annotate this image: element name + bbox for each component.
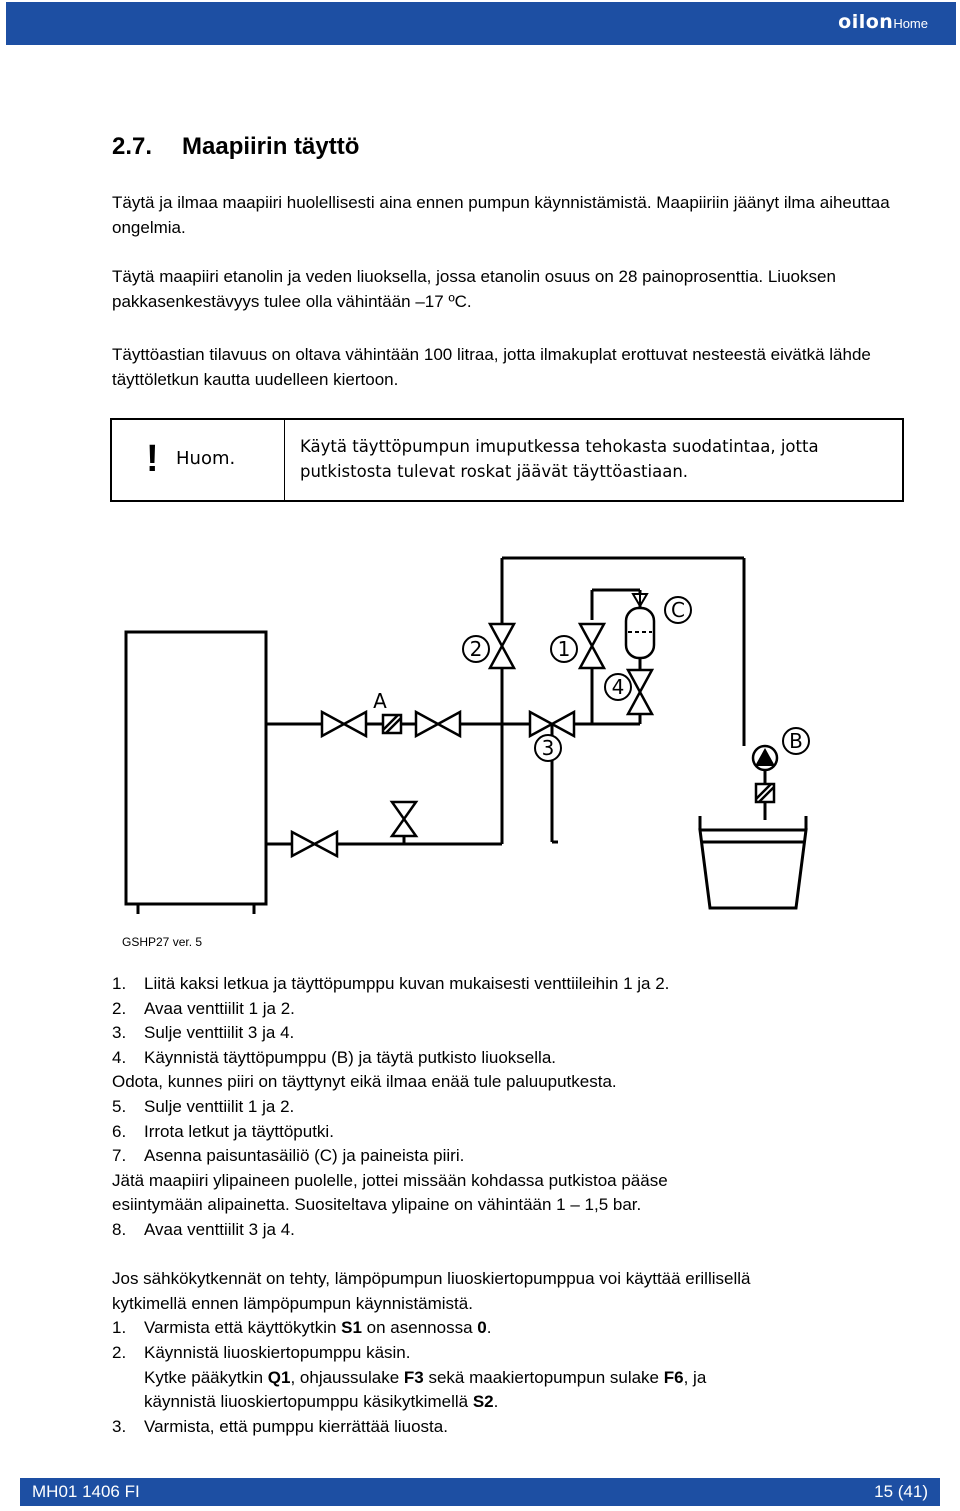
step-3: 3. Sulje venttiilit 3 ja 4. <box>112 1023 295 1043</box>
pump-b <box>753 746 777 770</box>
paragraph-3: Täyttöastian tilavuus on oltava vähintään 100 litraa, jotta ilmakuplat erottuvat nesteestä eivätkä lähde täyttöletkun kautta uudelleen kiertoon. <box>112 345 871 389</box>
note-divider <box>284 420 285 500</box>
label-valve-1: 1 <box>557 637 571 661</box>
logo-sub: Home <box>893 16 928 31</box>
extra-step-2: 2. Käynnistä liuoskiertopumppu käsin. <box>112 1342 411 1362</box>
valve-bottom-left <box>292 832 337 856</box>
valve-a-right <box>416 712 460 736</box>
header-bar <box>6 2 956 45</box>
diagram-caption: GSHP27 ver. 5 <box>122 935 203 949</box>
label-b: B <box>789 729 803 753</box>
heat-pump-unit <box>126 632 266 904</box>
valve-vertical-bottom <box>392 802 416 836</box>
step-7-continuation-2: esiintymään alipainetta. Suositeltava ylipaine on vähintään 1 – 1,5 bar. <box>112 1195 642 1215</box>
note-box <box>110 418 904 502</box>
valve-4 <box>628 670 652 714</box>
filter-a <box>383 715 401 733</box>
note-text: Käytä täyttöpumpun imuputkessa tehokasta suodatintaa, jotta putkistosta tulevat roskat jäävät täyttöastiaan. <box>300 437 819 481</box>
logo-brand: oilon <box>838 11 894 33</box>
section-number: 2.7. <box>112 133 153 160</box>
step-8: 8. Avaa venttiilit 3 ja 4. <box>112 1219 295 1239</box>
extra-intro-2: kytkimellä ennen lämpöpumpun käynnistämistä. <box>112 1293 473 1313</box>
note-label: Huom. <box>176 448 236 469</box>
valve-a-left <box>322 712 366 736</box>
label-valve-3: 3 <box>541 736 555 760</box>
filter-tank <box>756 784 774 802</box>
valve-2 <box>490 624 514 668</box>
step-7: 7. Asenna paisuntasäiliö (C) ja paineista piiri. <box>112 1146 465 1166</box>
valve-1 <box>580 624 604 668</box>
extra-step-2-continuation-2: käynnistä liuoskiertopumppu käsikytkimellä S2. <box>144 1392 499 1412</box>
step-6: 6. Irrota letkut ja täyttöputki. <box>112 1121 334 1141</box>
expansion-vessel-c <box>626 594 654 670</box>
step-5: 5. Sulje venttiilit 1 ja 2. <box>112 1096 295 1116</box>
label-a: A <box>373 689 387 713</box>
footer-bar <box>20 1478 940 1506</box>
document-code: MH01 1406 FI <box>32 1482 140 1501</box>
step-1: 1. Liitä kaksi letkua ja täyttöpumppu kuvan mukaisesti venttiileihin 1 ja 2. <box>112 974 670 993</box>
label-valve-4: 4 <box>611 675 625 699</box>
section-title <box>112 133 359 161</box>
page-number: 15 (41) <box>874 1482 928 1501</box>
step-4: 4. Käynnistä täyttöpumppu (B) ja täytä putkisto liuoksella. <box>112 1047 556 1067</box>
warning-icon: ! <box>146 438 159 480</box>
extra-step-1: 1. Varmista että käyttökytkin S1 on asennossa 0. <box>112 1318 492 1338</box>
step-7-continuation-1: Jätä maapiiri ylipaineen puolelle, jottei missään kohdassa putkistoa pääse <box>112 1170 668 1190</box>
step-2: 2. Avaa venttiilit 1 ja 2. <box>112 998 295 1018</box>
extra-step-2-continuation-1: Kytke pääkytkin Q1, ohjaussulake F3 sekä maakiertopumpun sulake F6, ja <box>144 1367 707 1387</box>
paragraph-1: Täytä ja ilmaa maapiiri huolellisesti aina ennen pumpun käynnistämistä. Maapiiriin jäänyt ilma aiheuttaa ongelmia. <box>112 193 890 237</box>
section-heading: Maapiirin täyttö <box>182 133 360 160</box>
extra-intro-1: Jos sähkökytkennät on tehty, lämpöpumpun liuoskiertopumppua voi käyttää erillisellä <box>112 1269 751 1289</box>
label-c: C <box>671 598 685 622</box>
step-4-continuation: Odota, kunnes piiri on täyttynyt eikä ilmaa enää tule paluuputkesta. <box>112 1072 617 1092</box>
paragraph-2: Täytä maapiiri etanolin ja veden liuoksella, jossa etanolin osuus on 28 painoprosenttia. Liuoksen pakkasenkestävyys tulee olla vähintään –17 ºC. <box>112 267 836 311</box>
step-list <box>112 972 750 1439</box>
extra-step-3: 3. Varmista, että pumppu kierrättää liuosta. <box>112 1416 448 1436</box>
filling-diagram <box>0 540 960 920</box>
oilon-logo <box>838 11 928 33</box>
label-valve-2: 2 <box>469 637 483 661</box>
